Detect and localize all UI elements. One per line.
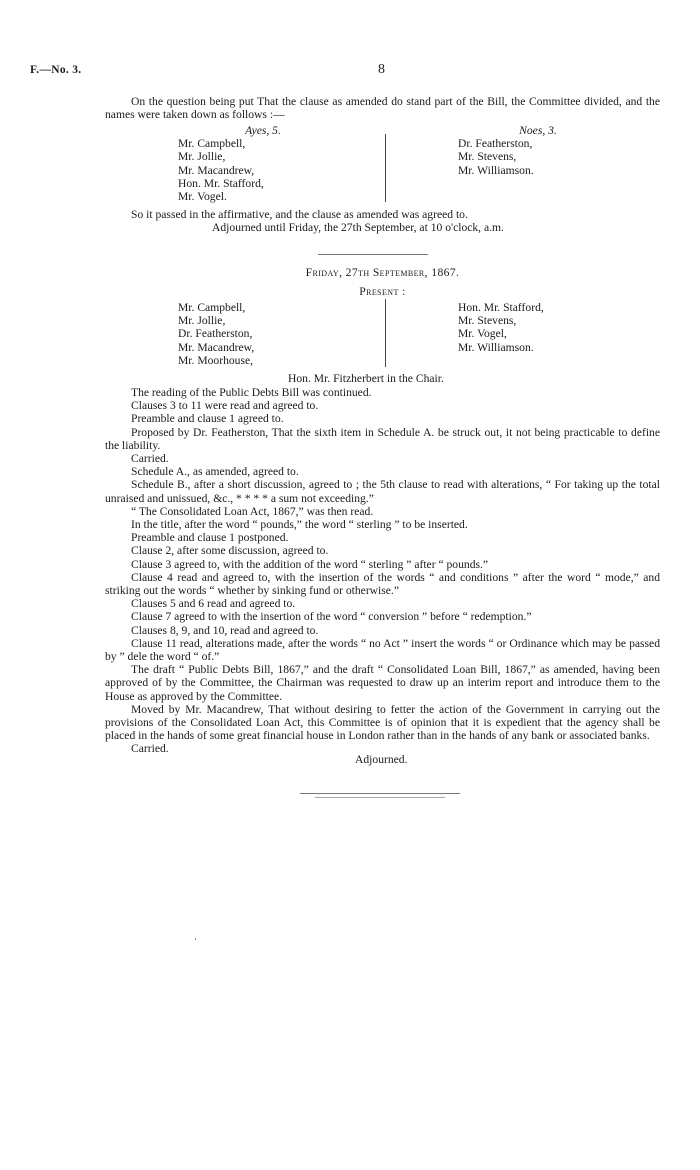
proceeding-line: Clauses 3 to 11 were read and agreed to.: [131, 399, 319, 413]
noe-name: Mr. Stevens,: [458, 150, 517, 164]
aye-name: Mr. Vogel.: [178, 190, 227, 204]
closing-adjournment: Adjourned.: [355, 753, 408, 766]
present-right-list: [458, 301, 618, 354]
proceeding-line: Carried.: [131, 452, 169, 466]
member-name: Mr. Jollie,: [178, 314, 226, 328]
aye-name: Hon. Mr. Stafford,: [178, 176, 264, 190]
proceeding-line: Clauses 5 and 6 read and agreed to.: [131, 597, 296, 611]
page-number: 8: [378, 62, 385, 77]
proceeding-line: Clause 3 agreed to, with the addition of the word “ sterling ” after “ pounds.”: [131, 557, 489, 571]
aye-name: Mr. Campbell,: [178, 137, 246, 151]
member-name: Hon. Mr. Stafford,: [458, 301, 544, 314]
proceeding-line: The reading of the Public Debts Bill was continued.: [131, 386, 372, 399]
section-divider: [318, 254, 428, 255]
aye-name: Mr. Jollie,: [178, 150, 226, 164]
noe-name: Dr. Featherston,: [458, 137, 533, 151]
member-name: Mr. Vogel,: [458, 327, 507, 341]
present-column-divider: [385, 299, 386, 367]
aye-name: Mr. Macandrew,: [178, 163, 255, 177]
member-name: Mr. Stevens,: [458, 314, 517, 328]
proceeding-line: Clauses 8, 9, and 10, read and agreed to.: [131, 623, 319, 637]
proceeding-line: Clause 11 read, alterations made, after the words “ no Act ” insert the words “ or Ordinance which may be passed by ” dele the word “ of.”: [105, 636, 660, 664]
present-heading: Present :: [359, 285, 406, 298]
member-name: Mr. Campbell,: [178, 301, 246, 314]
proceeding-line: “ The Consolidated Loan Act, 1867,” was then read.: [131, 504, 374, 518]
scan-speck: [195, 938, 196, 940]
proceeding-line: Schedule B., after a short discussion, agreed to ; the 5th clause to read with alterations, “ For taking up the total unraised and unissued, &c., * * * * a sum not exceeding.”: [105, 478, 660, 505]
division-column-divider: [385, 134, 386, 202]
ayes-heading: Ayes, 5.: [245, 124, 281, 137]
meeting-date: Friday, 27th September, 1867.: [305, 266, 460, 279]
end-rule: [300, 793, 460, 794]
proceeding-line: Schedule A., as amended, agreed to.: [131, 465, 299, 479]
proceeding-line: The draft “ Public Debts Bill, 1867,” and the draft “ Consolidated Loan Bill, 1867,” as amended, having been approved of by the Committee, the Chairman was requested to draw up an interim report and introduce them to the House as approved by the Committee.: [105, 663, 660, 703]
member-name: Mr. Macandrew,: [178, 340, 255, 354]
ayes-list: [178, 124, 348, 203]
proceeding-line: Proposed by Dr. Featherston, That the sixth item in Schedule A. be struck out, it not being practicable to define the liability.: [105, 425, 660, 452]
present-left-list: [178, 301, 348, 367]
paper-reference: F.—No. 3.: [30, 64, 82, 76]
adjournment-notice: Adjourned until Friday, the 27th September, at 10 o'clock, a.m.: [212, 221, 504, 234]
proceedings: [105, 386, 660, 756]
noes-heading: Noes, 3.: [519, 124, 557, 137]
proceeding-line: Clause 2, after some discussion, agreed to.: [131, 544, 329, 558]
proceeding-line: Clause 4 read and agreed to, with the insertion of the words “ and conditions ” after the word “ mode,” and striking out the words “ whether by sinking fund or otherwise.”: [105, 570, 660, 598]
proceeding-line: Clause 7 agreed to with the insertion of the word “ conversion ” before “ redemption.”: [131, 610, 532, 624]
noes-list: [458, 124, 618, 177]
member-name: Dr. Featherston,: [178, 327, 253, 341]
proceeding-line: In the title, after the word “ pounds,” the word “ sterling ” to be inserted.: [131, 518, 468, 532]
noe-name: Mr. Williamson.: [458, 163, 534, 177]
end-rule-secondary: [315, 797, 445, 798]
proceeding-line: Carried.: [131, 742, 169, 756]
chair-line: Hon. Mr. Fitzherbert in the Chair.: [288, 372, 444, 385]
member-name: Mr. Moorhouse,: [178, 353, 254, 367]
proceeding-line: Preamble and clause 1 postponed.: [131, 531, 289, 545]
member-name: Mr. Williamson.: [458, 340, 534, 354]
proceeding-line: Moved by Mr. Macandrew, That without desiring to fetter the action of the Government in carrying out the provisions of the Consolidated Loan Act, this Committee is of opinion that it is expedient that the agency shall be placed in the hands of some great financial house in London rather than in the hands of any bank or associated banks.: [105, 702, 660, 743]
division-intro: On the question being put That the clause as amended do stand part of the Bill, the Committee divided, and the names were taken down as follows :—: [105, 95, 660, 122]
division-result: So it passed in the affirmative, and the clause as amended was agreed to.: [131, 208, 468, 221]
proceeding-line: Preamble and clause 1 agreed to.: [131, 412, 284, 426]
